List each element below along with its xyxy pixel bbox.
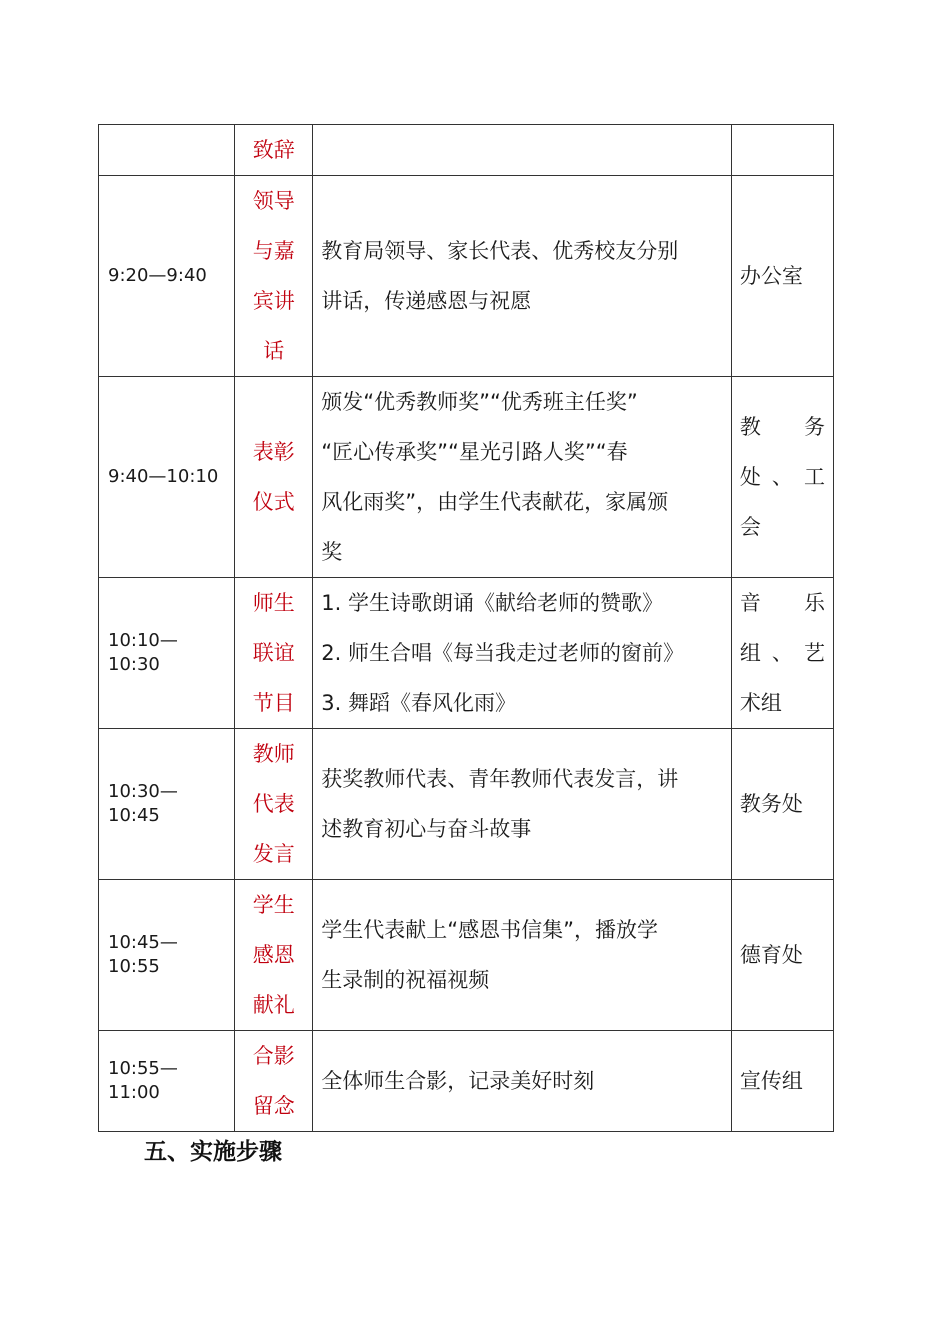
time-text: 10:55—11:00 (108, 1058, 178, 1103)
dept-cell (731, 880, 833, 1031)
time-text: 10:30—10:45 (108, 781, 178, 826)
dept-line: 办公室 (739, 264, 803, 288)
content-line: 3. 舞蹈《春风化雨》 (321, 691, 516, 715)
table-row (99, 377, 834, 578)
item-text: 致辞 (252, 138, 295, 162)
content-line: 2. 师生合唱《每当我走过老师的窗前》 (321, 641, 684, 665)
content-cell (313, 125, 732, 176)
item-text: 表彰仪式 (252, 440, 295, 514)
dept-line: 教务处 (739, 792, 803, 816)
time-cell (99, 176, 235, 377)
item-cell (235, 729, 313, 880)
content-line: 全体师生合影，记录美好时刻 (321, 1069, 595, 1093)
dept-line: 组、艺 (739, 641, 825, 665)
content-line: 1. 学生诗歌朗诵《献给老师的赞歌》 (321, 591, 663, 615)
content-line: 教育局领导、家长代表、优秀校友分别 (321, 239, 679, 263)
item-cell (235, 176, 313, 377)
dept-cell (731, 176, 833, 377)
schedule-table-body (99, 125, 834, 1132)
dept-cell (731, 377, 833, 578)
content-cell (313, 578, 732, 729)
content-line: 奖 (321, 540, 343, 564)
dept-line: 处、工 (739, 465, 825, 489)
item-text: 师生联谊节目 (252, 591, 295, 715)
dept-line: 教 务 (739, 415, 825, 439)
item-cell (235, 578, 313, 729)
content-cell (313, 729, 732, 880)
time-cell (99, 880, 235, 1031)
time-text: 10:10—10:30 (108, 630, 178, 675)
dept-line: 音 乐 (739, 591, 825, 615)
time-text: 9:40—10:10 (108, 466, 219, 487)
content-cell (313, 377, 732, 578)
item-cell (235, 125, 313, 176)
content-line: 颁发“优秀教师奖”“优秀班主任奖” (321, 390, 638, 414)
dept-cell (731, 729, 833, 880)
time-cell (99, 1031, 235, 1132)
content-line: 述教育初心与奋斗故事 (321, 817, 532, 841)
time-text: 9:20—9:40 (108, 265, 207, 286)
table-row (99, 176, 834, 377)
table-row (99, 578, 834, 729)
time-cell (99, 377, 235, 578)
item-text: 合影留念 (252, 1044, 295, 1118)
content-line: 生录制的祝福视频 (321, 968, 490, 992)
table-row (99, 729, 834, 880)
item-text: 教师代表发言 (252, 742, 295, 866)
item-cell (235, 1031, 313, 1132)
item-text: 学生感恩献礼 (252, 893, 295, 1017)
dept-line: 术组 (739, 691, 782, 715)
content-line: 风化雨奖”，由学生代表献花，家属颁 (321, 490, 669, 514)
item-text: 领导与嘉宾讲话 (252, 189, 295, 363)
content-line: 讲话，传递感恩与祝愿 (321, 289, 532, 313)
dept-cell (731, 1031, 833, 1132)
time-cell (99, 125, 235, 176)
table-row (99, 1031, 834, 1132)
content-cell (313, 880, 732, 1031)
dept-cell (731, 125, 833, 176)
content-line: 获奖教师代表、青年教师代表发言，讲 (321, 767, 679, 791)
dept-cell (731, 578, 833, 729)
time-text: 10:45—10:55 (108, 932, 178, 977)
dept-line: 德育处 (739, 943, 803, 967)
table-row (99, 125, 834, 176)
content-line: 学生代表献上“感恩书信集”，播放学 (321, 918, 659, 942)
item-cell (235, 377, 313, 578)
section-heading: 五、实施步骤 (144, 1139, 282, 1165)
time-cell (99, 729, 235, 880)
content-line: “匠心传承奖”“星光引路人奖”“春 (321, 440, 628, 464)
schedule-table (98, 124, 834, 1132)
time-cell (99, 578, 235, 729)
table-row (99, 880, 834, 1031)
item-cell (235, 880, 313, 1031)
dept-line: 宣传组 (739, 1069, 803, 1093)
content-cell (313, 176, 732, 377)
dept-line: 会 (739, 515, 761, 539)
content-cell (313, 1031, 732, 1132)
